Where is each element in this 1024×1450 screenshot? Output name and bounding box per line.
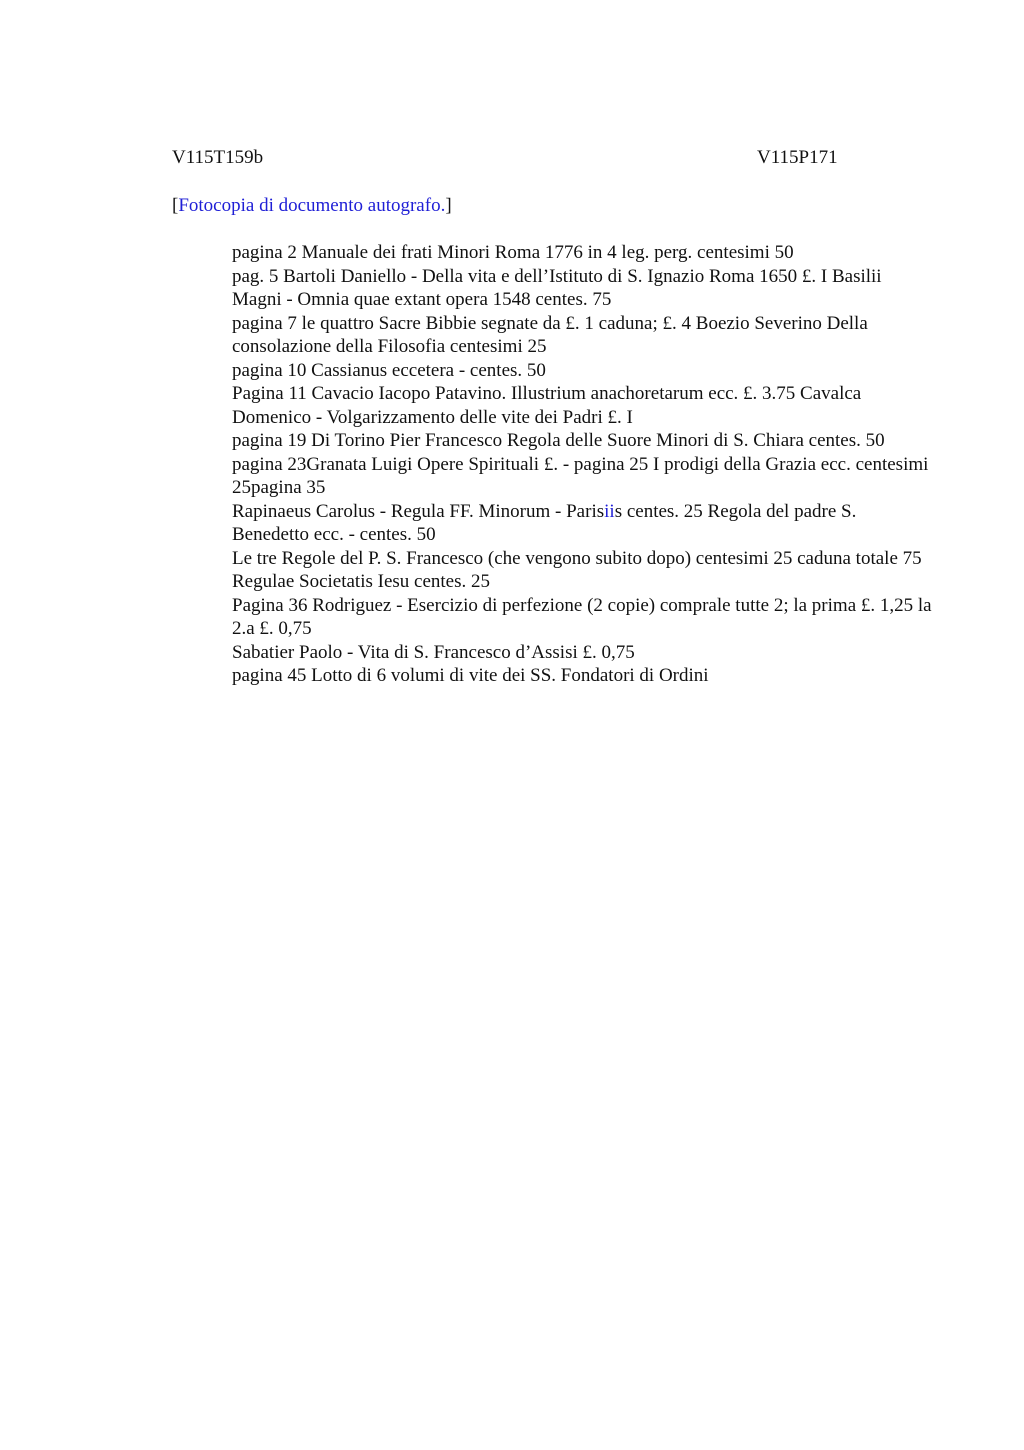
catalog-entry: pagina 2 Manuale dei frati Minori Roma 1776 in 4 leg. perg. centesimi 50 [232, 242, 794, 263]
photocopy-note [172, 195, 452, 217]
catalog-entry: pagina 10 Cassianus eccetera - centes. 50 [232, 359, 546, 381]
catalog-entry: pagina 23Granata Luigi Opere Spirituali £. - pagina 25 I prodigi della Grazia ecc. centesimi 25pagina 35 [232, 453, 929, 498]
catalog-entry: Regulae Societatis Iesu centes. 25 [232, 571, 491, 592]
rapinaeus-before: Rapinaeus Carolus - Regula FF. Minorum - Paris [232, 500, 605, 522]
catalog-entry: Sabatier Paolo - Vita di S. Francesco d’Assisi £. 0,75 [232, 641, 635, 663]
catalog-entry-rapinaeus [232, 500, 932, 547]
catalog-entries [232, 241, 932, 688]
catalog-entry: Pagina 36 Rodriguez - Esercizio di perfezione (2 copie) comprale tutte 2; la prima £. 1,25 la 2.a £. 0,75 [232, 594, 932, 639]
catalog-entry: pagina 7 le quattro Sacre Bibbie segnate da £. 1 caduna; £. 4 Boezio Severino Della consolazione della Filosofia centesimi 25 [232, 312, 868, 357]
catalog-entry: pag. 5 Bartoli Daniello - Della vita e dell’Istituto di S. Ignazio Roma 1650 £. I Basilii Magni - Omnia quae extant opera 1548 centes. 75 [232, 265, 882, 310]
rapinaeus-highlight: ii [604, 500, 615, 522]
header-left-code: V115T159b [172, 147, 264, 168]
note-open-bracket: [ [172, 195, 179, 216]
rapinaeus-after: s centes. 25 Regola del padre S. Benedetto ecc. - centes. 50 [232, 500, 857, 545]
catalog-entry: pagina 45 Lotto di 6 volumi di vite dei SS. Fondatori di Ordini [232, 665, 709, 686]
catalog-entry: Le tre Regole del P. S. Francesco (che vengono subito dopo) centesimi 25 caduna totale 75 [232, 547, 922, 569]
catalog-entry: pagina 19 Di Torino Pier Francesco Regola delle Suore Minori di S. Chiara centes. 50 [232, 430, 885, 451]
note-close-bracket: ] [445, 195, 452, 216]
header-right-code: V115P171 [757, 147, 838, 168]
note-text: Fotocopia di documento autografo. [178, 195, 446, 216]
catalog-entry: Pagina 11 Cavacio Iacopo Patavino. Illustrium anachoretarum ecc. £. 3.75 Cavalca Domenico - Volgarizzamento delle vite dei Padri £. I [232, 383, 862, 428]
